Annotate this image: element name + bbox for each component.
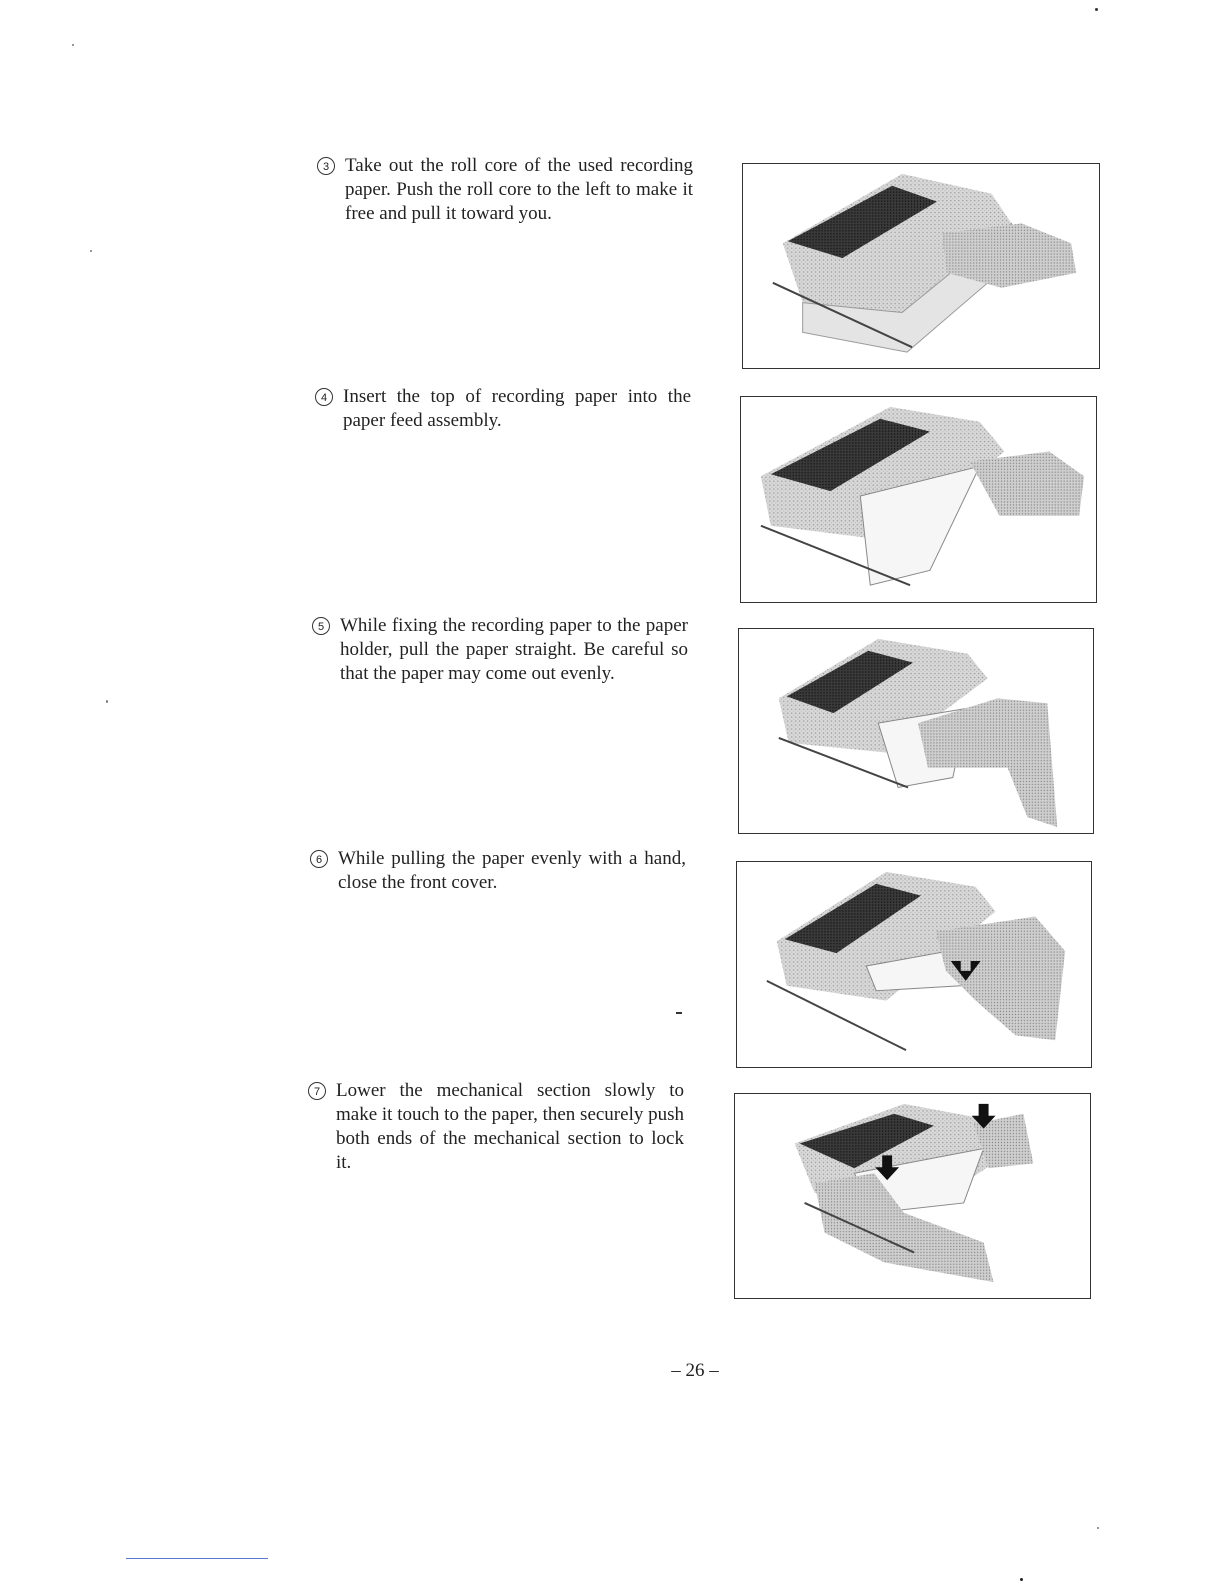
fax-machine-illustration-3 bbox=[743, 164, 1099, 368]
step-5-text: While fixing the recording paper to the paper holder, pull the paper straight. Be careful so that the paper may come out evenly. bbox=[340, 615, 688, 684]
step-4-text: Insert the top of recording paper into the paper feed assembly. bbox=[343, 386, 691, 431]
photo-step-5 bbox=[738, 628, 1094, 834]
page-number: – 26 – bbox=[671, 1360, 719, 1381]
step-7 bbox=[313, 1079, 684, 1175]
scan-speck bbox=[1020, 1578, 1023, 1581]
scan-speck bbox=[676, 1012, 682, 1014]
footer-rule bbox=[126, 1558, 268, 1559]
step-number-6: 6 bbox=[310, 850, 328, 868]
step-number-4: 4 bbox=[315, 388, 333, 406]
step-number-3: 3 bbox=[317, 157, 335, 175]
step-6-text: While pulling the paper evenly with a hand, close the front cover. bbox=[338, 848, 686, 893]
step-6 bbox=[315, 847, 686, 895]
step-4 bbox=[320, 385, 691, 433]
step-5 bbox=[317, 614, 688, 686]
photo-step-6 bbox=[736, 861, 1092, 1068]
step-3-text: Take out the roll core of the used recording paper. Push the roll core to the left to make it free and pull it toward you. bbox=[345, 155, 693, 224]
scan-speck bbox=[1097, 1527, 1099, 1529]
step-7-text: Lower the mechanical section slowly to make it touch to the paper, then securely push both ends of the mechanical section to lock it. bbox=[336, 1080, 684, 1173]
step-number-5: 5 bbox=[312, 617, 330, 635]
scan-speck bbox=[72, 44, 74, 46]
scan-speck bbox=[1095, 8, 1098, 11]
photo-step-3 bbox=[742, 163, 1100, 369]
fax-machine-illustration-4 bbox=[741, 397, 1096, 602]
scan-speck bbox=[90, 250, 92, 252]
fax-machine-illustration-6 bbox=[737, 862, 1091, 1067]
photo-step-4 bbox=[740, 396, 1097, 603]
photo-step-7 bbox=[734, 1093, 1091, 1299]
step-3 bbox=[322, 154, 693, 226]
fax-machine-illustration-5 bbox=[739, 629, 1093, 833]
step-number-7: 7 bbox=[308, 1082, 326, 1100]
scan-speck bbox=[106, 700, 108, 703]
fax-machine-illustration-7 bbox=[735, 1094, 1090, 1298]
